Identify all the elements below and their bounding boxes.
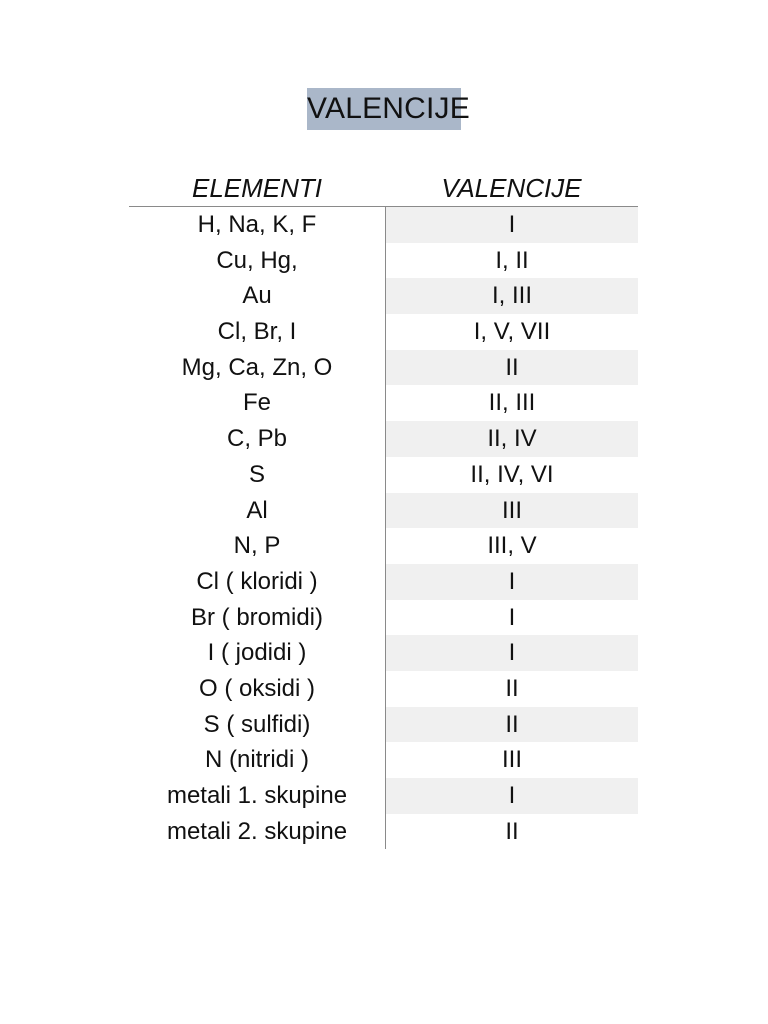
valence-cell: I [386,564,638,600]
element-cell: I ( jodidi ) [207,639,307,667]
valence-cell: II [386,350,638,386]
element-cell: metali 2. skupine [166,817,348,845]
valence-cell: II [505,817,519,845]
element-cell: Fe [242,389,271,417]
valence-cell: III, V [487,532,537,560]
table-row [129,457,638,493]
element-cell: Cu, Hg, [216,246,298,274]
header-valencije: VALENCIJE [441,173,582,203]
valence-cell: II [505,674,519,702]
valence-cell: I [386,778,638,814]
element-cell: H, Na, K, F [197,211,317,238]
table-row [129,742,638,778]
table-row [129,564,638,600]
table-row [129,600,638,636]
valence-cell: I [386,635,638,671]
valence-table [129,168,638,849]
element-cell: Br ( bromidi) [190,603,323,631]
element-cell: N, P [233,532,281,560]
table-row [129,207,638,243]
table-row [129,314,638,350]
table-row [129,778,638,814]
table-row [129,278,638,314]
table-row [129,493,638,529]
page-title: VALENCIJE [307,88,461,130]
table-body [129,207,638,849]
element-cell: Mg, Ca, Zn, O [181,353,333,381]
element-cell: metali 1. skupine [166,782,348,809]
element-cell: Au [242,282,272,310]
table-header [129,168,638,207]
element-cell: N (nitridi ) [204,746,309,774]
valence-cell: I [386,207,638,243]
table-row [129,243,638,279]
header-elementi: ELEMENTI [191,173,323,203]
table-row [129,707,638,743]
table-row [129,385,638,421]
valence-cell: II, III [488,389,536,417]
table-row [129,528,638,564]
element-cell: O ( oksidi ) [198,674,315,702]
element-cell: C, Pb [226,425,288,453]
table-row [129,635,638,671]
element-cell: S [248,460,265,488]
element-cell: Al [246,496,268,524]
table-row [129,814,638,850]
valence-cell: I, II [495,246,529,274]
table-row [129,421,638,457]
valence-cell: I [508,603,516,631]
valence-cell: III [386,493,638,529]
element-cell: Cl, Br, I [217,318,297,346]
element-cell: S ( sulfidi) [203,710,311,738]
valence-cell: III [501,746,522,774]
valence-cell: I, V, VII [473,318,551,346]
table-row [129,350,638,386]
valence-cell: II [386,707,638,743]
valence-cell: II, IV [386,421,638,457]
valence-cell: I, III [386,278,638,314]
element-cell: Cl ( kloridi ) [196,567,318,595]
valence-cell: II, IV, VI [470,460,554,488]
table-row [129,671,638,707]
